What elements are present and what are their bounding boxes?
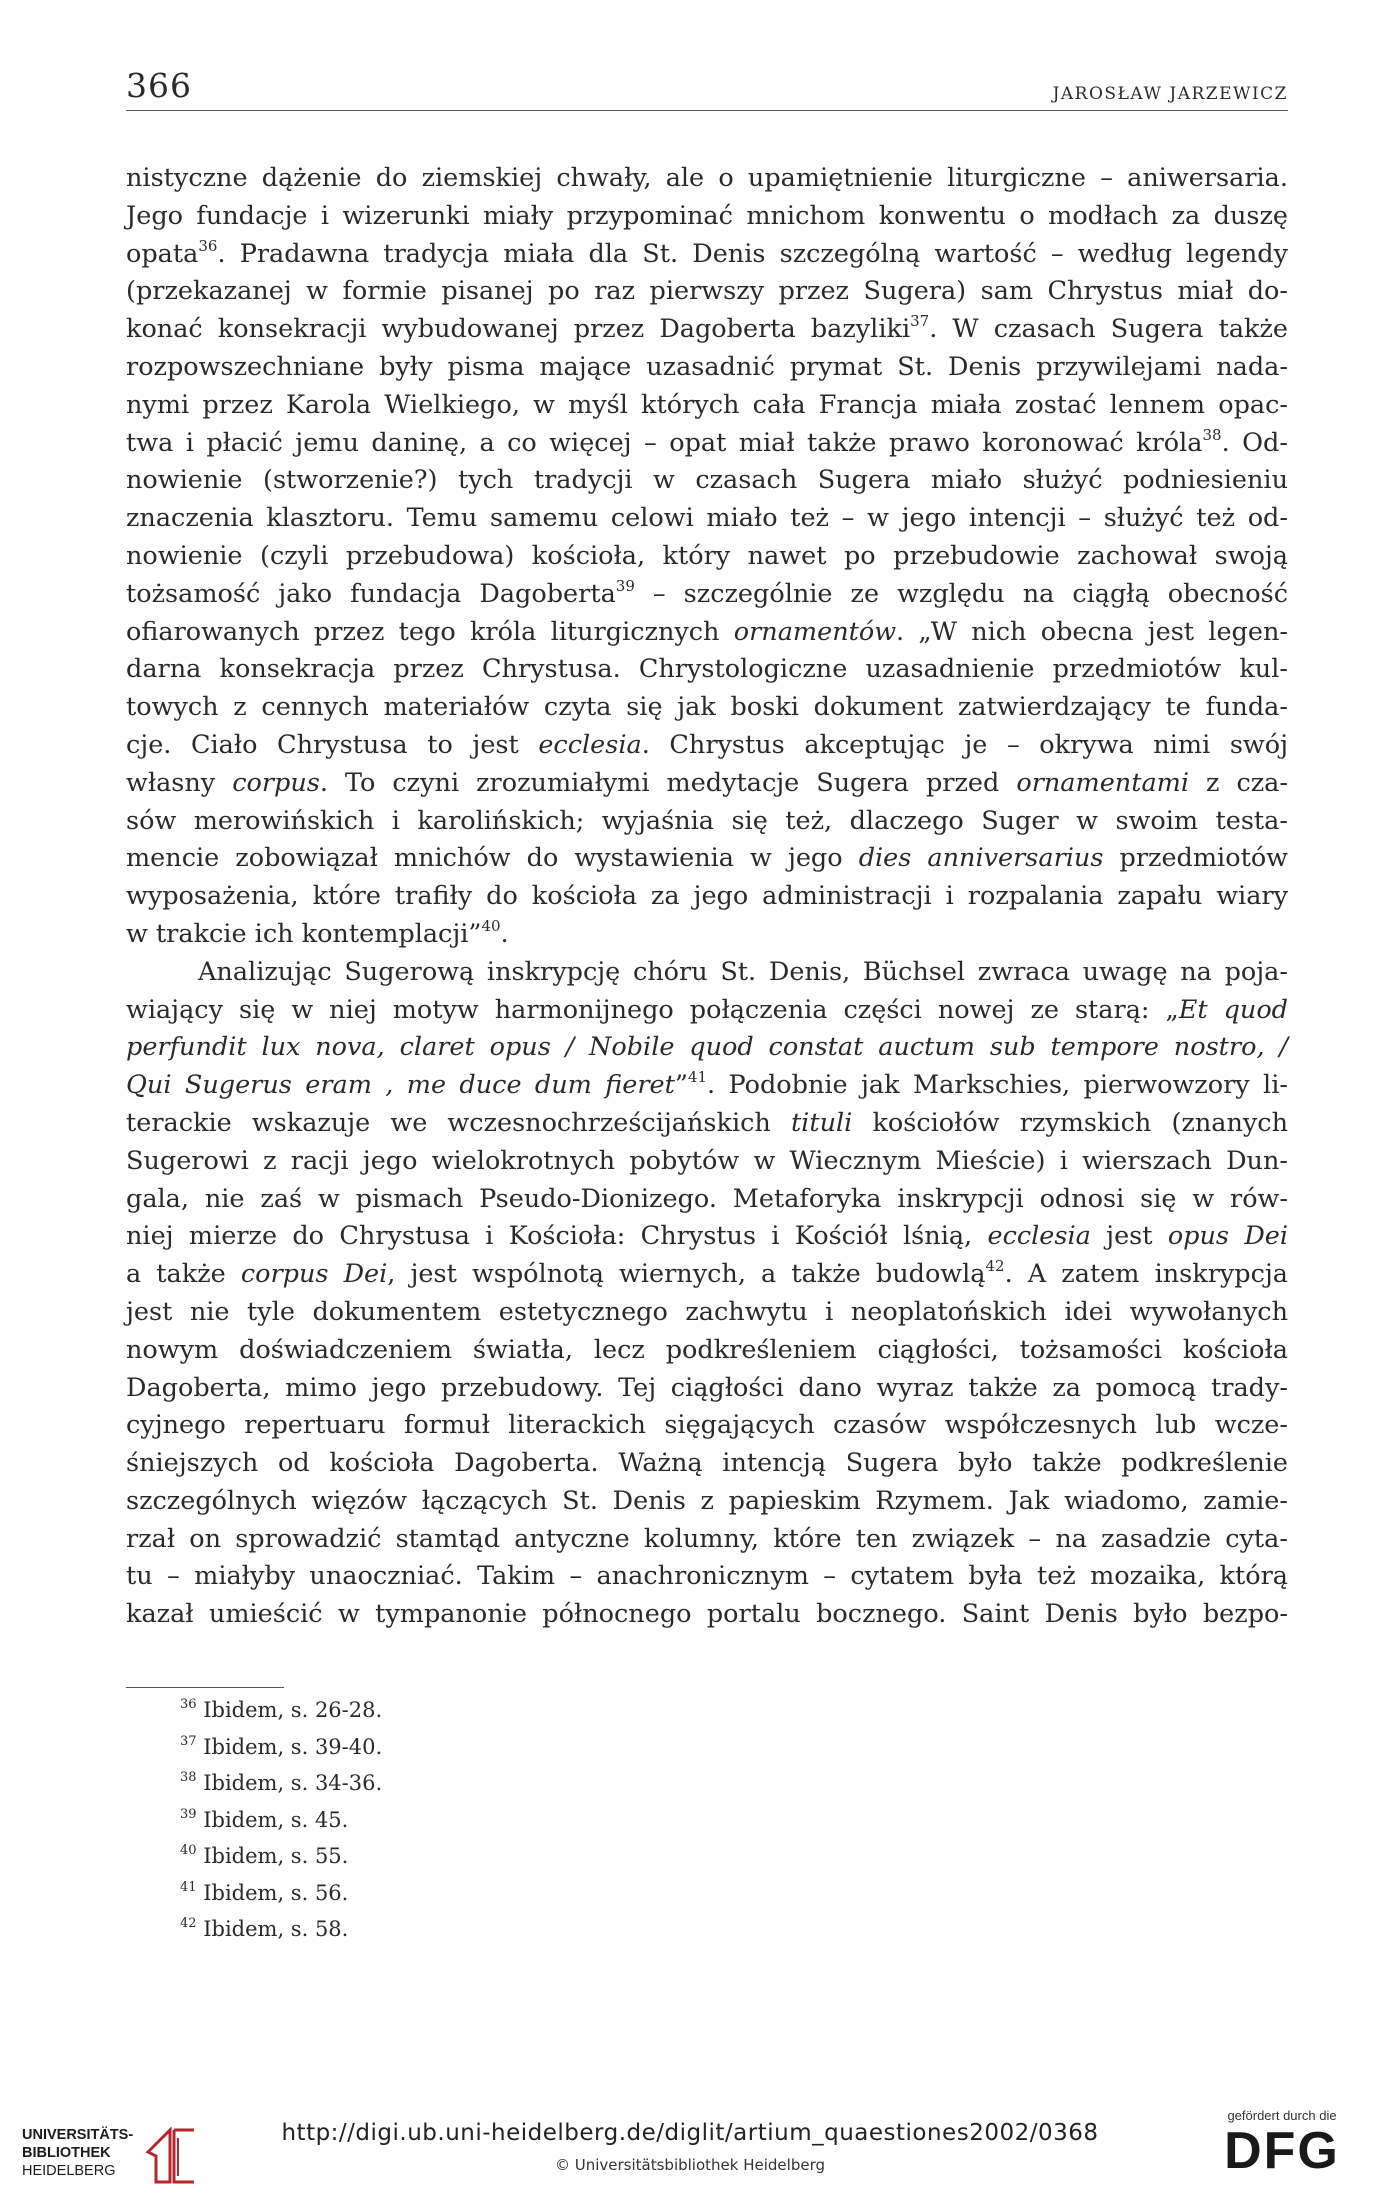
footnote-ref: 36 xyxy=(198,236,218,255)
running-head: JAROSŁAW JARZEWICZ xyxy=(1052,84,1288,104)
text-run: . A zatem inskrypcja xyxy=(1004,1259,1288,1290)
footnote-ref: 37 xyxy=(910,312,930,331)
footnote-ref: 39 xyxy=(615,576,635,595)
text-line xyxy=(126,992,1288,1030)
text-run: opata xyxy=(126,238,199,269)
footnote-ref: 38 xyxy=(1202,425,1222,444)
source-url-link[interactable]: http://digi.ub.uni-heidelberg.de/diglit/artium_quaestiones2002/0368 xyxy=(281,2120,1099,2146)
footnote-text: Ibidem, s. 34-36. xyxy=(196,1771,383,1795)
text-run: wiający się w niej motyw harmonijnego połączenia części nowej ze starą: „ xyxy=(126,994,1179,1025)
footnote-rule xyxy=(126,1687,284,1688)
text-run: terackie wskazuje we wczesnochrześcijańskich xyxy=(126,1107,791,1138)
text-line xyxy=(126,1256,1288,1294)
digitization-footer xyxy=(0,2096,1382,2197)
italic-run: tituli xyxy=(790,1107,853,1138)
text-line xyxy=(126,425,1288,463)
italic-run: dies anniversarius xyxy=(858,843,1104,874)
text-line: (przekazanej w formie pisanej po raz pierwszy przez Sugera) sam Chrystus miał do- xyxy=(126,276,1288,307)
footnote xyxy=(180,1840,382,1877)
library-name xyxy=(22,2126,133,2180)
text-line xyxy=(126,1105,1288,1143)
italic-run: ecclesia xyxy=(538,729,642,760)
text-run: przedmiotów xyxy=(1103,843,1288,874)
text-line xyxy=(126,614,1288,652)
italic-run: corpus xyxy=(232,767,320,798)
footnote xyxy=(180,1804,382,1841)
footnote xyxy=(180,1767,382,1804)
footnote xyxy=(180,1731,382,1768)
text-line: nowienie (stworzenie?) tych tradycji w czasach Sugera miało służyć podniesieniu xyxy=(126,465,1288,496)
text-run: w trakcie ich kontemplacji” xyxy=(126,918,482,949)
footnote-text: Ibidem, s. 26-28. xyxy=(196,1698,383,1722)
footnote-number: 39 xyxy=(180,1806,197,1822)
text-run: a także xyxy=(126,1259,241,1290)
footnote-number: 41 xyxy=(180,1879,197,1895)
page-number: 366 xyxy=(126,66,192,105)
text-line: rozpowszechniane były pisma mające uzasadnić prymat St. Denis przywilejami nada- xyxy=(126,351,1288,382)
text-run: ofiarowanych przez tego króla liturgicznych xyxy=(126,616,734,647)
footnote-number: 37 xyxy=(180,1733,197,1749)
library-name-line: BIBLIOTHEK xyxy=(22,2145,111,2161)
footnote-ref: 40 xyxy=(481,916,501,935)
text-run: . Pradawna tradycja miała dla St. Denis szczególną wartość – według legendy xyxy=(217,238,1288,269)
text-line: towych z cennych materiałów czyta się jak boski dokument zatwierdzający te funda- xyxy=(126,692,1288,723)
text-run: jest xyxy=(1090,1221,1168,1252)
library-name-line: HEIDELBERG xyxy=(22,2163,116,2179)
text-run: . Chrystus akceptując je – okrywa nimi swój xyxy=(641,729,1288,760)
italic-run: ornamentami xyxy=(1016,767,1189,798)
footnote-number: 42 xyxy=(180,1916,197,1931)
text-line: wyposażenia, które trafiły do kościoła za jego administracji i rozpalania zapału wiary xyxy=(126,881,1288,912)
text-line: jest nie tyle dokumentem estetycznego zachwytu i neoplatońskich idei wywołanych xyxy=(126,1296,1288,1327)
text-line xyxy=(126,840,1288,878)
text-run: mencie zobowiązał mnichów do wystawienia w jego xyxy=(126,843,859,874)
text-line: tu – miałyby unaoczniać. Takim – anachronicznym – cytatem była też mozaika, którą xyxy=(126,1561,1288,1592)
footnote-text: Ibidem, s. 45. xyxy=(196,1807,349,1832)
text-line: Sugerowi z racji jego wielokrotnych pobytów w Wiecznym Mieście) i wierszach Dun- xyxy=(126,1145,1288,1176)
body-text xyxy=(126,160,1288,1634)
text-run: ” xyxy=(674,1070,688,1101)
text-run: konać konsekracji wybudowanej przez Dagoberta bazyliki xyxy=(126,314,911,345)
text-run: . W czasach Sugera także xyxy=(929,314,1289,345)
text-line: Dagoberta, mimo jego przebudowy. Tej ciągłości dano wyraz także za pomocą trady- xyxy=(126,1372,1288,1403)
footnote xyxy=(180,1913,382,1950)
text-line: śniejszych od kościoła Dagoberta. Ważną intencją Sugera było także podkreślenie xyxy=(126,1448,1288,1479)
text-line: gala, nie zaś w pismach Pseudo-Dionizego. Metaforyka inskrypcji odnosi się w rów- xyxy=(126,1183,1288,1214)
footnote-text: Ibidem, s. 58. xyxy=(196,1917,349,1941)
text-line xyxy=(126,236,1288,274)
text-run: z cza- xyxy=(1189,767,1288,798)
text-run: własny xyxy=(126,767,233,798)
text-run: . „W nich obecna jest legen- xyxy=(896,616,1288,647)
italic-run: ornamentów xyxy=(733,616,897,647)
italic-run: Et quod xyxy=(1178,994,1289,1025)
italic-run: perfundit lux nova, claret opus / Nobile quod constat auctum sub tempore nostro, / xyxy=(126,1032,1288,1063)
text-run: – szczególnie ze względu na ciągłą obecność xyxy=(634,578,1288,609)
text-line: Jego fundacje i wizerunki miały przypominać mnichom konwentu o modłach za duszę xyxy=(126,200,1288,231)
footnotes xyxy=(180,1694,382,1950)
text-line: darna konsekracja przez Chrystusa. Chrystologiczne uzasadnienie przedmiotów kul- xyxy=(126,654,1288,685)
text-line: nowym doświadczeniem światła, lecz podkreśleniem ciągłości, tożsamości kościoła xyxy=(126,1334,1288,1365)
copyright-notice: © Universitätsbibliothek Heidelberg xyxy=(554,2156,825,2174)
text-line: sów merowińskich i karolińskich; wyjaśnia się też, dlaczego Suger w swoim testa- xyxy=(126,805,1288,836)
footnote-number: 36 xyxy=(180,1697,197,1712)
text-line xyxy=(126,1029,1288,1067)
text-run: , jest wspólnotą wiernych, a także budowlą xyxy=(387,1259,986,1290)
text-run: niej mierze do Chrystusa i Kościoła: Chrystus i Kościół lśnią, xyxy=(126,1221,988,1252)
text-line: szczególnych więzów łączących St. Denis z papieskim Rzymem. Jak wiadomo, zamie- xyxy=(126,1485,1288,1516)
footnote xyxy=(180,1694,382,1731)
text-run: kościołów rzymskich (znanych xyxy=(852,1107,1288,1138)
text-line: kazał umieścić w tympanonie północnego portalu bocznego. Saint Denis było bezpo- xyxy=(126,1599,1288,1630)
text-run: . To czyni zrozumiałymi medytacje Sugera przed xyxy=(319,767,1017,798)
text-line: nymi przez Karola Wielkiego, w myśl których cała Francja miała zostać lennem opac- xyxy=(126,389,1288,420)
text-line: Analizując Sugerową inskrypcję chóru St. Denis, Büchsel zwraca uwagę na poja- xyxy=(198,956,1288,987)
library-emblem-icon xyxy=(144,2122,198,2188)
italic-run: Qui Sugerus eram , me duce dum fieret xyxy=(126,1070,675,1101)
library-logo[interactable] xyxy=(22,2110,222,2190)
text-line: znaczenia klasztoru. Temu samemu celowi miało też – w jego intencji – służyć też od- xyxy=(126,503,1288,534)
text-run: . Od- xyxy=(1221,427,1288,458)
text-line xyxy=(126,1067,1288,1105)
text-line xyxy=(126,727,1288,765)
dfg-caption: gefördert durch die xyxy=(1227,2108,1337,2123)
dfg-logo[interactable] xyxy=(1212,2108,1352,2179)
text-line xyxy=(126,765,1288,803)
text-line: nistyczne dążenie do ziemskiej chwały, ale o upamiętnienie liturgiczne – aniwersaria. xyxy=(126,163,1288,193)
italic-run: opus Dei xyxy=(1167,1221,1289,1252)
text-run: . xyxy=(500,918,509,949)
text-run: twa i płacić jemu daninę, a co więcej – opat miał także prawo koronować króla xyxy=(126,427,1203,458)
footnote-ref: 41 xyxy=(687,1068,708,1087)
text-line xyxy=(126,916,1288,954)
footnote-number: 40 xyxy=(180,1843,197,1858)
italic-run: ecclesia xyxy=(987,1221,1091,1252)
text-line xyxy=(126,1218,1288,1256)
footnote-ref: 42 xyxy=(985,1257,1005,1276)
text-run: cje. Ciało Chrystusa to jest xyxy=(126,729,539,760)
footnote-text: Ibidem, s. 56. xyxy=(196,1880,349,1905)
header-rule xyxy=(126,110,1288,111)
footnote-text: Ibidem, s. 39-40. xyxy=(196,1734,383,1759)
footnote-text: Ibidem, s. 55. xyxy=(196,1844,349,1868)
footnote xyxy=(180,1877,382,1914)
italic-run: corpus Dei xyxy=(240,1259,388,1290)
text-line xyxy=(126,576,1288,614)
dfg-wordmark: DFG xyxy=(1224,2122,1340,2180)
text-line: cyjnego repertuaru formuł literackich sięgających czasów współczesnych lub wcze- xyxy=(126,1410,1288,1441)
text-line: rzał on sprowadzić stamtąd antyczne kolumny, które ten związek – na zasadzie cyta- xyxy=(126,1523,1288,1554)
page-header xyxy=(126,66,1288,116)
text-line: nowienie (czyli przebudowa) kościoła, który nawet po przebudowie zachował swoją xyxy=(126,540,1288,571)
library-name-line: UNIVERSITÄTS- xyxy=(22,2127,134,2143)
text-run: tożsamość jako fundacja Dagoberta xyxy=(126,578,616,609)
text-line xyxy=(126,311,1288,349)
footnote-number: 38 xyxy=(180,1770,197,1785)
text-run: . Podobnie jak Markschies, pierwowzory li- xyxy=(707,1070,1288,1101)
